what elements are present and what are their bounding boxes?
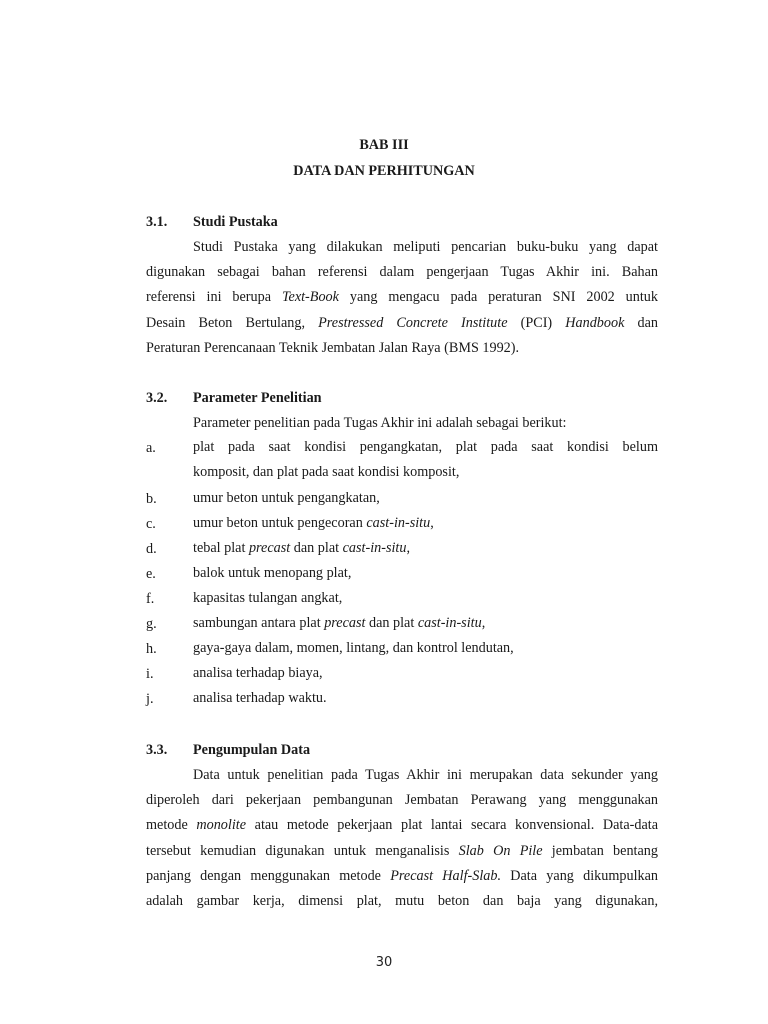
- section-title: Studi Pustaka: [193, 214, 278, 230]
- list-item: plat pada saat kondisi pengangkatan, plat pada saat kondisi belum komposit, dan plat pada saat kondisi komposit,: [193, 439, 658, 481]
- para-line: Studi Pustaka yang dilakukan meliputi pencarian buku-buku yang dapat: [193, 239, 658, 255]
- section-number: 3.3.: [146, 742, 168, 758]
- list-item: gaya-gaya dalam, momen, lintang, dan kontrol lendutan,: [193, 640, 514, 656]
- section-title: Parameter Penelitian: [193, 390, 322, 406]
- para-line: adalah gambar kerja, dimensi plat, mutu beton dan baja yang digunakan,: [146, 892, 658, 909]
- list-item: kapasitas tulangan angkat,: [193, 590, 343, 606]
- para-line: Data untuk penelitian pada Tugas Akhir ini merupakan data sekunder yang: [193, 767, 658, 783]
- section-number: 3.2.: [146, 390, 168, 406]
- para-line: panjang dengan menggunakan metode Precast Half-Slab. Data yang dikumpulkan: [146, 867, 658, 884]
- list-item-letter: d.: [146, 541, 157, 557]
- list-item-letter: f.: [146, 591, 155, 607]
- chapter-label: BAB III: [359, 137, 409, 153]
- list-item-letter: c.: [146, 516, 156, 532]
- page-number: 30: [375, 955, 393, 970]
- para-line: diperoleh dari pekerjaan pembangunan Jembatan Perawang yang menggunakan: [146, 792, 658, 809]
- list-item-letter: b.: [146, 491, 157, 507]
- list-item-letter: e.: [146, 566, 156, 582]
- paragraph-studi-pustaka: [146, 235, 658, 361]
- para-line: tersebut kemudian digunakan untuk menganalisis Slab On Pile jembatan bentang: [146, 842, 658, 859]
- list-item: umur beton untuk pengecoran cast-in-situ,: [193, 515, 434, 531]
- chapter-title: DATA DAN PERHITUNGAN: [293, 163, 475, 179]
- list-item-letter: j.: [146, 691, 154, 707]
- para-line: Peraturan Perencanaan Teknik Jembatan Jalan Raya (BMS 1992).: [146, 339, 520, 356]
- list-item-letter: i.: [146, 666, 154, 682]
- list-item: analisa terhadap biaya,: [193, 665, 323, 681]
- para-line: Desain Beton Bertulang, Prestressed Concrete Institute (PCI) Handbook dan: [146, 314, 658, 331]
- para-line: referensi ini berupa Text-Book yang mengacu pada peraturan SNI 2002 untuk: [146, 289, 658, 306]
- list-item: umur beton untuk pengangkatan,: [193, 490, 380, 506]
- para-line: metode monolite atau metode pekerjaan plat lantai secara konvensional. Data-data: [146, 817, 658, 834]
- para-line: digunakan sebagai bahan referensi dalam pengerjaan Tugas Akhir ini. Bahan: [146, 264, 658, 281]
- list-item-letter: g.: [146, 616, 157, 632]
- section-intro: Parameter penelitian pada Tugas Akhir ini adalah sebagai berikut:: [193, 415, 567, 431]
- section-title: Pengumpulan Data: [193, 742, 311, 758]
- paragraph-pengumpulan-data: [146, 763, 658, 914]
- section-number: 3.1.: [146, 214, 168, 230]
- list-item: balok untuk menopang plat,: [193, 565, 352, 581]
- list-item: tebal plat precast dan plat cast-in-situ,: [193, 540, 410, 556]
- list-item-letter: h.: [146, 641, 157, 657]
- list-item: sambungan antara plat precast dan plat cast-in-situ,: [193, 615, 486, 631]
- list-item: analisa terhadap waktu.: [193, 690, 327, 706]
- list-item-letter: a.: [146, 440, 156, 456]
